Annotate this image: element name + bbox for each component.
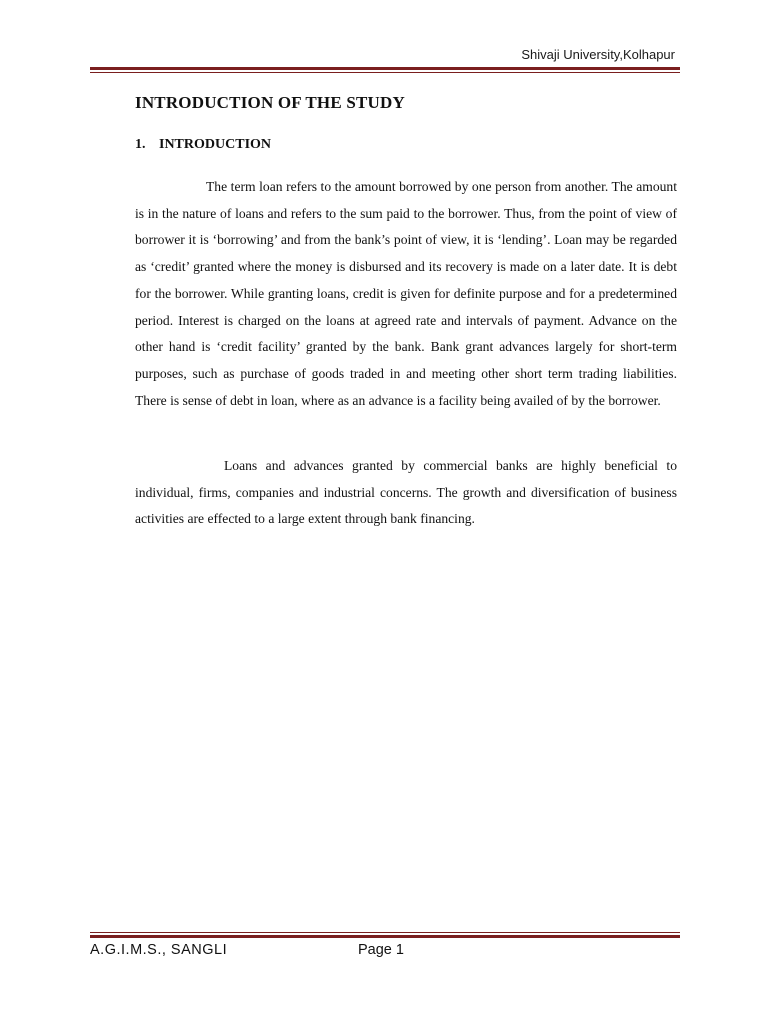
- page-title: INTRODUCTION OF THE STUDY: [135, 93, 405, 112]
- section-number: 1.: [135, 137, 146, 152]
- footer-rule-thick: [90, 935, 680, 938]
- paragraph-2: Loans and advances granted by commercial banks are highly beneficial to individual, firms, companies and industrial concerns. The growth and diversification of business activities are effected to a large extent through bank financing.: [135, 458, 677, 527]
- section-heading: [135, 137, 271, 153]
- header-university: Shivaji University,Kolhapur: [521, 47, 675, 62]
- paragraph-1: The term loan refers to the amount borrowed by one person from another. The amount is in the nature of loans and refers to the sum paid to the borrower. Thus, from the point of view of borrower it is ‘borrowing’ and from the bank’s point of view, it is ‘lending’. Loan may be regarded as ‘credit’ granted where the money is disbursed and its recovery is made on a later date. It is debt for the borrower. While granting loans, credit is given for definite purpose and for a predetermined period. Interest is charged on the loans at agreed rate and intervals of payment. Advance on the other hand is ‘credit facility’ granted by the bank. Bank grant advances largely for short-term purposes, such as purchase of goods traded in and meeting other short term trading liabilities. There is sense of debt in loan, where as an advance is a facility being availed of by the borrower.: [135, 179, 677, 408]
- footer-page-number: Page 1: [358, 942, 404, 958]
- header-rule-thick: [90, 67, 680, 70]
- footer-rule-thin: [90, 932, 680, 933]
- header-rule-thin: [90, 72, 680, 73]
- footer-institute: A.G.I.M.S., SANGLI: [90, 942, 228, 958]
- section-title: INTRODUCTION: [159, 137, 272, 152]
